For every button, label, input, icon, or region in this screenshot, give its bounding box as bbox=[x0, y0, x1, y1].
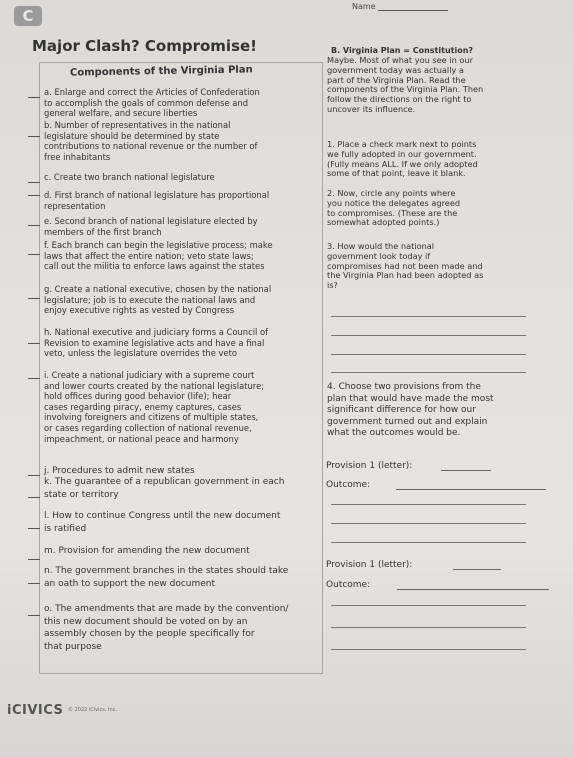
provision-2-label: Provision 1 (letter): bbox=[326, 560, 413, 570]
answer-blank[interactable] bbox=[28, 528, 40, 529]
answer-blank[interactable] bbox=[28, 497, 40, 498]
answer-line[interactable] bbox=[331, 354, 526, 355]
component-text: n. The government branches in the states should take an oath to support the new document bbox=[44, 566, 289, 589]
answer-line[interactable] bbox=[331, 542, 526, 543]
provision-1-label: Provision 1 (letter): bbox=[326, 461, 413, 471]
intro-text: Maybe. Most of what you see in our government today was actually a part of the Virginia Plan. Read the components of the Virginia Plan. Then follow the directions on the right to uncover its influence. bbox=[327, 55, 484, 114]
step-3-text: 3. How would the national government look today if compromises had not been made and the Virginia Plan had been adopted as is? bbox=[327, 241, 484, 291]
outcome-2-blank[interactable] bbox=[397, 589, 549, 590]
answer-line[interactable] bbox=[331, 627, 526, 628]
provision-2-blank[interactable] bbox=[453, 569, 501, 570]
answer-line[interactable] bbox=[331, 649, 526, 650]
outcome-1-blank[interactable] bbox=[396, 489, 546, 490]
step-2-text: 2. Now, circle any points where you notice the delegates agreed to compromises. (These are the somewhat adopted points.) bbox=[327, 188, 461, 228]
component-text: j. Procedures to admit new states bbox=[44, 466, 195, 476]
answer-line[interactable] bbox=[331, 605, 526, 606]
step-1-text: 1. Place a check mark next to points we fully adopted in our government. (Fully means ALL. If we only adopted some of that point, leave it blank. bbox=[327, 139, 478, 179]
answer-line[interactable] bbox=[331, 523, 526, 524]
component-text: i. Create a national judiciary with a supreme court and lower courts created by the national legislature; hold offices during good behavior (life); hear cases regarding piracy, enemy captures, cases involving foreigners and citizens of multiple states, or cases regarding collection of national revenue, impeachment, or national peace and harmony bbox=[44, 370, 265, 444]
answer-blank[interactable] bbox=[28, 182, 40, 183]
answer-blank[interactable] bbox=[28, 136, 40, 137]
outcome-1-label: Outcome: bbox=[326, 480, 371, 490]
name-blank[interactable] bbox=[378, 10, 448, 11]
answer-line[interactable] bbox=[331, 372, 526, 373]
answer-blank[interactable] bbox=[28, 195, 40, 196]
virginia-plan-heading: B. Virginia Plan = Constitution? bbox=[331, 46, 474, 55]
components-heading: Components of the Virginia Plan bbox=[69, 64, 253, 79]
component-text: l. How to continue Congress until the new document is ratified bbox=[44, 511, 281, 534]
provision-1-blank[interactable] bbox=[441, 470, 491, 471]
answer-line[interactable] bbox=[331, 335, 526, 336]
component-text: c. Create two branch national legislature bbox=[44, 172, 215, 182]
answer-blank[interactable] bbox=[28, 343, 40, 344]
component-text: k. The guarantee of a republican government in each state or territory bbox=[44, 477, 285, 500]
answer-blank[interactable] bbox=[28, 475, 40, 476]
icivics-footer-logo: iCIVICS bbox=[7, 703, 64, 718]
component-text: o. The amendments that are made by the convention/ this new document should be voted on by an assembly chosen by the people specifically for that purpose bbox=[44, 604, 289, 652]
name-label: Name bbox=[352, 2, 376, 11]
answer-blank[interactable] bbox=[28, 615, 40, 616]
answer-blank[interactable] bbox=[28, 254, 40, 255]
answer-line[interactable] bbox=[331, 316, 526, 317]
answer-blank[interactable] bbox=[28, 378, 40, 379]
component-text: f. Each branch can begin the legislative process; make laws that affect the entire nation; veto state laws; call out the militia to enforce laws against the states bbox=[44, 240, 273, 272]
answer-blank[interactable] bbox=[28, 583, 40, 584]
component-text: e. Second branch of national legislature elected by members of the first branch bbox=[44, 216, 258, 237]
copyright-text: © 2022 iCivics, Inc. bbox=[68, 707, 118, 713]
answer-blank[interactable] bbox=[28, 225, 40, 226]
step-4-text: 4. Choose two provisions from the plan that would have made the most significant difference for how our government turned out and explain what the outcomes would be. bbox=[327, 382, 494, 439]
answer-line[interactable] bbox=[331, 504, 526, 505]
page-title: Major Clash? Compromise! bbox=[32, 37, 258, 55]
component-text: h. National executive and judiciary forms a Council of Revision to examine legislative acts and have a final veto, unless the legislature overrides the veto bbox=[44, 327, 269, 359]
icivics-logo-icon: C bbox=[14, 6, 42, 26]
component-text: b. Number of representatives in the national legislature should be determined by state contributions to national revenue or the number of free inhabitants bbox=[44, 120, 258, 162]
answer-blank[interactable] bbox=[28, 298, 40, 299]
answer-blank[interactable] bbox=[28, 559, 40, 560]
component-text: g. Create a national executive, chosen by the national legislature; job is to execute the national laws and enjoy executive rights as vested by Congress bbox=[44, 284, 272, 316]
component-text: a. Enlarge and correct the Articles of Confederation to accomplish the goals of common defense and general welfare, and secure liberties bbox=[44, 87, 260, 119]
component-text: m. Provision for amending the new document bbox=[44, 546, 250, 556]
component-text: d. First branch of national legislature has proportional representation bbox=[44, 190, 270, 211]
outcome-2-label: Outcome: bbox=[326, 580, 371, 590]
answer-blank[interactable] bbox=[28, 97, 40, 98]
